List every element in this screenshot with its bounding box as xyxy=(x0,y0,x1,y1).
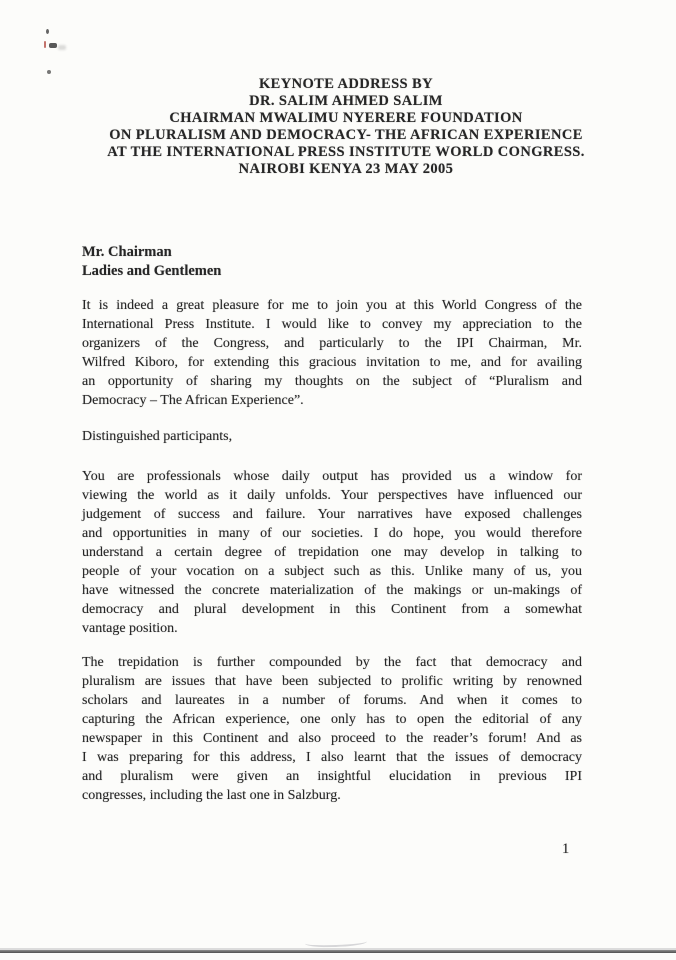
text-line: and pluralism were given an insightful elucidation in previous IPI xyxy=(82,769,582,784)
text-line: have witnessed the concrete materialization of the makings or un-makings of xyxy=(82,583,582,598)
text-line: I was preparing for this address, I also learnt that the issues of democracy xyxy=(82,750,582,765)
text-line: Wilfred Kiboro, for extending this gracious invitation to me, and for availing xyxy=(82,355,582,370)
text-line: an opportunity of sharing my thoughts on the subject of “Pluralism and xyxy=(82,374,582,389)
document-title xyxy=(8,76,676,178)
salutation-line: Mr. Chairman xyxy=(82,244,172,260)
text-line: organizers of the Congress, and particularly to the IPI Chairman, Mr. xyxy=(82,336,582,351)
text-line: viewing the world as it daily unfolds. Your perspectives have influenced our xyxy=(82,488,582,503)
scan-bottom-edge xyxy=(0,950,676,953)
text-line: capturing the African experience, one only has to open the editorial of any xyxy=(82,712,582,727)
text-line: understand a certain degree of trepidation one may develop in talking to xyxy=(82,545,582,560)
text-line: It is indeed a great pleasure for me to join you at this World Congress of the xyxy=(82,298,582,313)
title-line: KEYNOTE ADDRESS BY xyxy=(259,76,433,92)
salutation-line: Ladies and Gentlemen xyxy=(82,263,222,279)
text-line: judgement of success and failure. Your narratives have exposed challenges xyxy=(82,507,582,522)
text-line: The trepidation is further compounded by the fact that democracy and xyxy=(82,655,582,670)
text-line: and opportunities in many of our societies. I do hope, you would therefore xyxy=(82,526,582,541)
title-line: AT THE INTERNATIONAL PRESS INSTITUTE WORLD CONGRESS. xyxy=(107,144,585,160)
text-line: people of your vocation on a subject such as this. Unlike many of us, you xyxy=(82,564,582,579)
text-line: scholars and laureates in a number of forums. And when it comes to xyxy=(82,693,582,708)
title-line: ON PLURALISM AND DEMOCRACY- THE AFRICAN EXPERIENCE xyxy=(109,127,583,143)
ink-dot-mark xyxy=(46,29,49,34)
text-line: Democracy – The African Experience”. xyxy=(82,393,304,408)
paragraph-3 xyxy=(82,467,582,638)
text-line: pluralism are issues that have been subjected to prolific writing by renowned xyxy=(82,674,582,689)
text-line: vantage position. xyxy=(82,621,178,636)
text-line: newspaper in this Continent and also proceed to the reader’s forum! And as xyxy=(82,731,582,746)
paragraph-2 xyxy=(82,427,582,446)
page-number: 1 xyxy=(562,841,570,857)
title-line: NAIROBI KENYA 23 MAY 2005 xyxy=(238,161,454,177)
salutation xyxy=(82,243,582,281)
red-ink-mark xyxy=(44,41,46,48)
ink-blob-mark xyxy=(49,43,57,48)
text-line: International Press Institute. I would like to convey my appreciation to the xyxy=(82,317,582,332)
text-line: congresses, including the last one in Salzburg. xyxy=(82,788,341,803)
paragraph-1 xyxy=(82,296,582,410)
text-line: Distinguished participants, xyxy=(82,429,233,444)
title-line: DR. SALIM AHMED SALIM xyxy=(249,93,443,109)
text-line: You are professionals whose daily output has provided us a window for xyxy=(82,469,582,484)
ink-dot-mark xyxy=(47,70,51,74)
title-line: CHAIRMAN MWALIMU NYERERE FOUNDATION xyxy=(169,110,523,126)
paragraph-4 xyxy=(82,653,582,805)
text-line: democracy and plural development in this Continent from a somewhat xyxy=(82,602,582,617)
